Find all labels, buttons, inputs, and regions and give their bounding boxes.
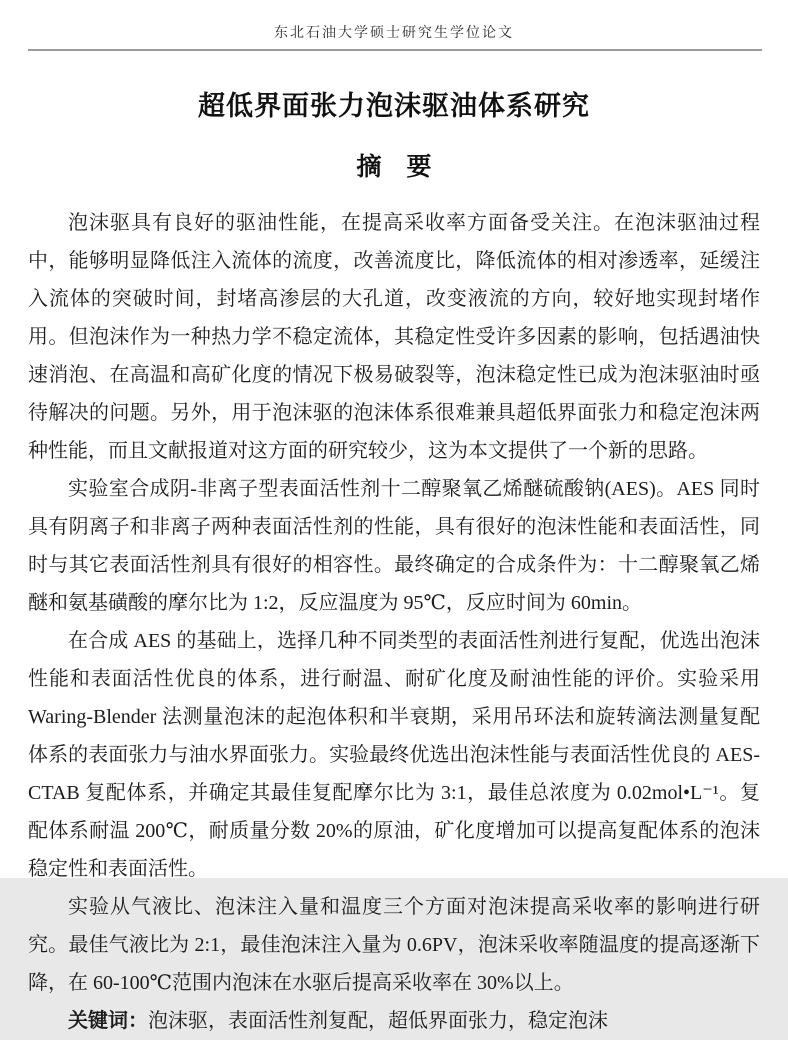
abstract-paragraph-1: 泡沫驱具有良好的驱油性能，在提高采收率方面备受关注。在泡沫驱油过程中，能够明显降低注入流体的流度，改善流度比，降低流体的相对渗透率，延缓注入流体的突破时间，封堵高渗层的大孔道，改变液流的方向，较好地实现封堵作用。但泡沫作为一种热力学不稳定流体，其稳定性受许多因素的影响，包括遇油快速消泡、在高温和高矿化度的情况下极易破裂等，泡沫稳定性已成为泡沫驱油时亟待解决的问题。另外，用于泡沫驱的泡沫体系很难兼具超低界面张力和稳定泡沫两种性能，而且文献报道对这方面的研究较少，这为本文提供了一个新的思路。	[28, 211, 760, 462]
abstract-paragraph-3: 在合成 AES 的基础上，选择几种不同类型的表面活性剂进行复配，优选出泡沫性能和表面活性优良的体系，进行耐温、耐矿化度及耐油性能的评价。实验采用 Waring-Blender 法测量泡沫的起泡体积和半衰期，采用吊环法和旋转滴法测量复配体系的表面张力与油水界面张力。实验最终优选出泡沫性能与表面活性优良的 AES-CTAB 复配体系，并确定其最佳复配摩尔比为 3:1，最佳总浓度为 0.02mol•L⁻¹。复配体系耐温 200℃，耐质量分数 20%的原油，矿化度增加可以提高复配体系的泡沫稳定性和表面活性。	[28, 629, 760, 880]
abstract-paragraph-4: 实验从气液比、泡沫注入量和温度三个方面对泡沫提高采收率的影响进行研究。最佳气液比为 2:1，最佳泡沫注入量为 0.6PV，泡沫采收率随温度的提高逐渐下降，在 60-100℃范围内泡沫在水驱后提高采收率在 30%以上。	[28, 895, 760, 994]
keywords-text: 泡沫驱，表面活性剂复配，超低界面张力，稳定泡沫	[148, 1009, 608, 1032]
abstract-heading: 摘 要	[356, 153, 432, 181]
abstract-body	[28, 204, 760, 1002]
keywords-label: 关键词：	[68, 1009, 148, 1032]
header-divider	[28, 49, 762, 51]
abstract-paragraph-2: 实验室合成阴-非离子型表面活性剂十二醇聚氧乙烯醚硫酸钠(AES)。AES 同时具有阴离子和非离子两种表面活性剂的性能，具有很好的泡沫性能和表面活性，同时与其它表面活性剂具有很好的相容性。最终确定的合成条件为：十二醇聚氧乙烯醚和氨基磺酸的摩尔比为 1:2，反应温度为 95℃，反应时间为 60min。	[28, 477, 760, 614]
keywords-line	[28, 1002, 760, 1040]
page-title: 超低界面张力泡沫驱油体系研究	[198, 91, 590, 121]
running-header: 东北石油大学硕士研究生学位论文	[274, 26, 514, 41]
